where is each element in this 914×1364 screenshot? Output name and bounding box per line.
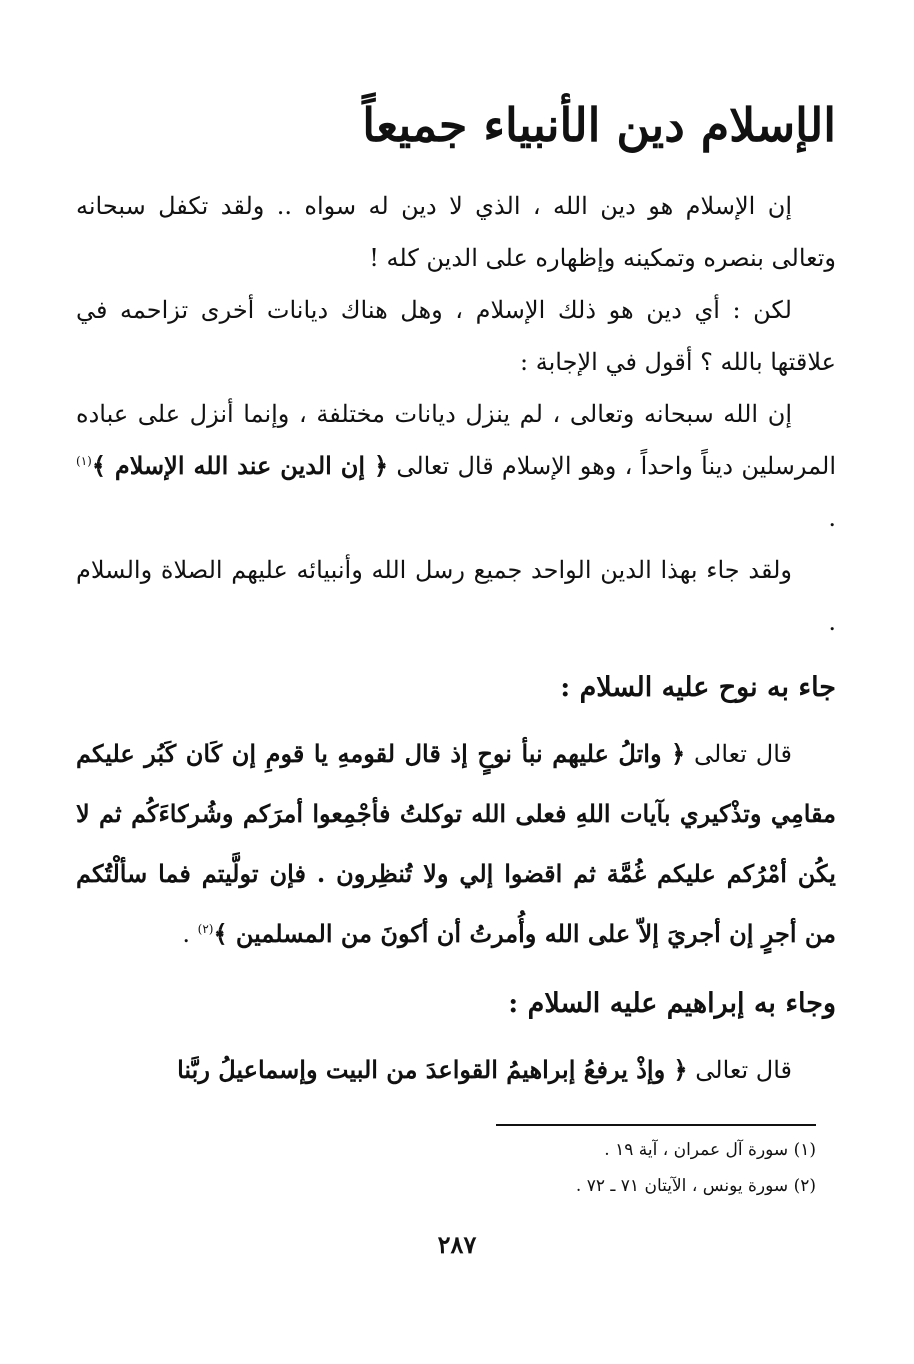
verse-intro: قال تعالى <box>694 740 792 768</box>
main-text <box>76 180 836 1100</box>
sentence-end: . <box>182 920 190 948</box>
verse-intro: قال تعالى <box>695 1056 792 1084</box>
paragraph-2: لكن : أي دين هو ذلك الإسلام ، وهل هناك ديانات أخرى تزاحمه في علاقتها بالله ؟ أقول في الإجابة : <box>76 296 836 376</box>
section-heading-ibrahim: وجاء به إبراهيم عليه السلام : <box>508 988 836 1019</box>
quran-quote: ﴿ واتلُ عليهم نبأ نوحٍ إذ قال لقومهِ يا قومِ إن كَان كَبُر عليكم مقامِي وتذْكيري بآيات اللهِ فعلى الله توكلتُ فأجْمِعوا أمرَكم وشُركاءَكُم ثم لا يكُن أمْرُكم عليكم غُمَّة ثم اقضوا إلي ولا تُنظِرون . فإن تولَّيتم فما سألْتُكم من أجرٍ إن أجريَ إلاّ على الله وأُمرتُ أن أكونَ من المسلمين ﴾ <box>76 739 836 948</box>
quran-quote: ﴿ إن الدين عند الله الإسلام ﴾ <box>91 451 389 480</box>
footnote-divider <box>496 1124 816 1126</box>
paragraph-3-text: إن الله سبحانه وتعالى ، لم ينزل ديانات مختلفة ، وإنما أنزل على عباده المرسلين ديناً واحداً ، وهو الإسلام قال تعالى <box>76 400 836 480</box>
footnote-1: (١) سورة آل عمران ، آية ١٩ . <box>604 1140 816 1160</box>
paragraph-3 <box>76 388 836 544</box>
quran-quote: ﴿ وإذْ يرفعُ إبراهيمُ القواعدَ من البيت وإسماعيلُ ربَّنا <box>177 1055 688 1084</box>
section-heading-noah: جاء به نوح عليه السلام : <box>560 672 836 703</box>
chapter-title: الإسلام دين الأنبياء جميعاً <box>362 98 836 152</box>
ibrahim-verse-paragraph <box>76 1040 836 1100</box>
page-number: ٢٨٧ <box>437 1230 477 1259</box>
footnote-ref: (١) <box>76 454 92 468</box>
footnote-2: (٢) سورة يونس ، الآيتان ٧١ ـ ٧٢ . <box>575 1176 816 1196</box>
footnotes <box>396 1132 816 1204</box>
paragraph-4: ولقد جاء بهذا الدين الواحد جميع رسل الله وأنبيائه عليهم الصلاة والسلام . <box>76 556 836 636</box>
noah-verse-paragraph <box>76 724 836 964</box>
paragraph-1: إن الإسلام هو دين الله ، الذي لا دين له سواه .. ولقد تكفل سبحانه وتعالى بنصره وتمكينه وإظهاره على الدين كله ! <box>76 192 836 272</box>
footnote-ref: (٢) <box>197 922 214 936</box>
sentence-end: . <box>828 504 836 532</box>
